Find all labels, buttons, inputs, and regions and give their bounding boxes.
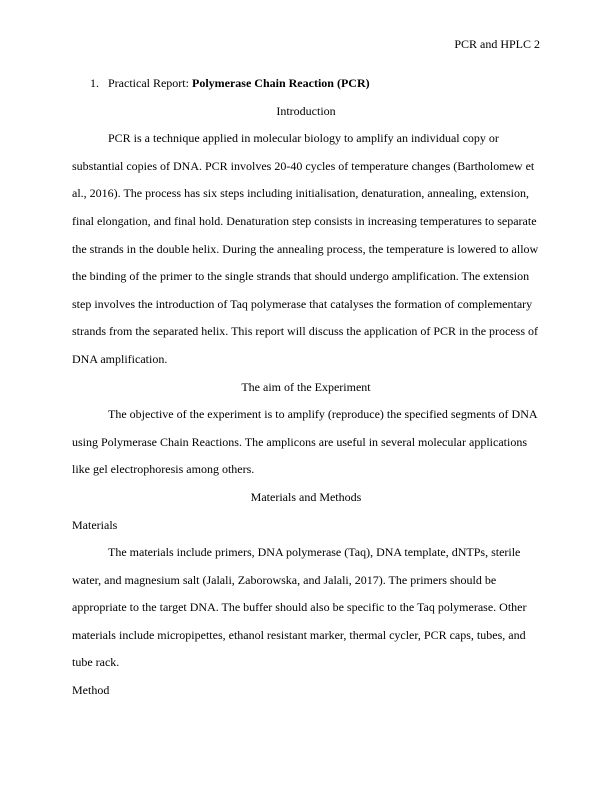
section-number: 1. bbox=[90, 76, 99, 90]
introduction-paragraph: PCR is a technique applied in molecular biology to amplify an individual copy or substantial copies of DNA. PCR involves 20-40 cycles of temperature changes (Bartholomew et al., 2016). The process has six steps including initialisation, denaturation, annealing, extension, final elongation, and final hold. Denaturation step consists in increasing temperatures to separate the strands in the double helix. During the annealing process, the temperature is lowered to allow the binding of the primer to the single strands that should undergo amplification. The extension step involves the introduction of Taq polymerase that catalyses the formation of complementary strands from the separated helix. This report will discuss the application of PCR in the process of DNA amplification. bbox=[72, 131, 539, 366]
section-title: Polymerase Chain Reaction (PCR) bbox=[191, 76, 370, 90]
materials-methods-heading: Materials and Methods bbox=[250, 489, 362, 504]
document-body bbox=[72, 70, 540, 705]
running-header: PCR and HPLC 2 bbox=[454, 37, 540, 51]
method-subheading: Method bbox=[72, 683, 110, 698]
section-label: Practical Report: bbox=[108, 76, 192, 90]
introduction-heading: Introduction bbox=[276, 103, 336, 118]
materials-paragraph: The materials include primers, DNA polymerase (Taq), DNA template, dNTPs, sterile water, and magnesium salt (Jalali, Zaborowska, and Jalali, 2017). The primers should be appropriate to the target DNA. The buffer should also be specific to the Taq polymerase. Other materials include micropipettes, ethanol resistant marker, thermal cycler, PCR caps, tubes, and tube rack. bbox=[72, 545, 527, 670]
aim-paragraph: The objective of the experiment is to amplify (reproduce) the specified segments of DNA using Polymerase Chain Reactions. The amplicons are useful in several molecular applications like gel electrophoresis among others. bbox=[72, 407, 537, 477]
materials-subheading: Materials bbox=[72, 517, 118, 532]
section-heading bbox=[72, 70, 540, 98]
aim-heading: The aim of the Experiment bbox=[241, 379, 371, 394]
